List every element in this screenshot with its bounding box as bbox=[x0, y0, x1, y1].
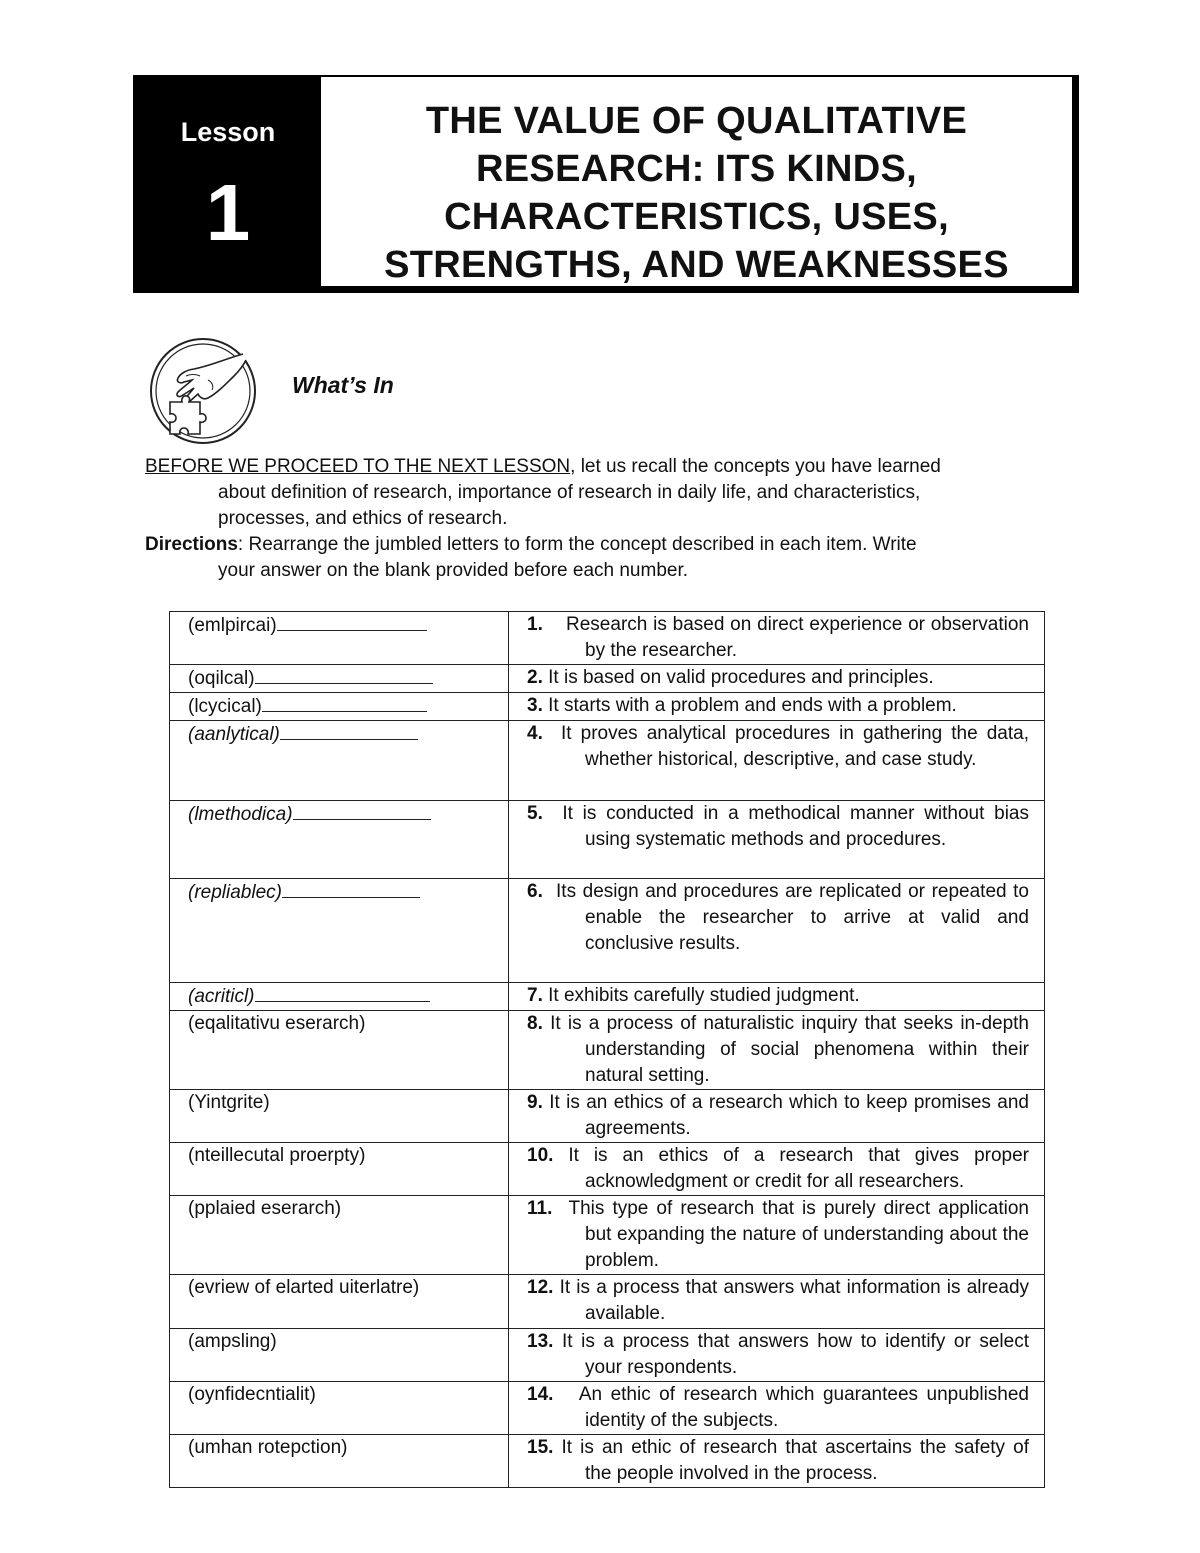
table-row bbox=[170, 721, 1045, 801]
intro-lead: BEFORE WE PROCEED TO THE NEXT LESSON bbox=[145, 456, 571, 477]
item-description: It proves analytical procedures in gathering the data, whether historical, descriptive, and case study. bbox=[561, 723, 1029, 770]
description-cell bbox=[509, 665, 1045, 693]
table-row bbox=[170, 801, 1045, 879]
description-cell bbox=[509, 1329, 1045, 1382]
table-row bbox=[170, 1382, 1045, 1435]
jumbled-clue: (aanlytical) bbox=[188, 724, 280, 745]
table-row bbox=[170, 1143, 1045, 1196]
description-cell bbox=[509, 1011, 1045, 1090]
item-description: It is an ethics of a research which to keep promises and agreements. bbox=[549, 1092, 1029, 1139]
title-line: CHARACTERISTICS, USES, bbox=[444, 196, 949, 238]
intro-line: about definition of research, importance of research in daily life, and characteristics, bbox=[218, 482, 921, 503]
jumbled-words-table bbox=[169, 611, 1045, 1488]
clue-cell bbox=[170, 1011, 509, 1090]
clue-cell bbox=[170, 1329, 509, 1382]
intro-paragraph bbox=[145, 454, 1075, 532]
jumbled-clue: (umhan rotepction) bbox=[188, 1437, 348, 1458]
item-description: Its design and procedures are replicated or repeated to enable the researcher to arrive at valid and conclusive results. bbox=[556, 881, 1030, 954]
clue-cell bbox=[170, 1090, 509, 1143]
item-description: An ethic of research which guarantees unpublished identity of the subjects. bbox=[578, 1384, 1029, 1431]
lesson-label: Lesson bbox=[180, 117, 276, 147]
directions-line: your answer on the blank provided before each number. bbox=[218, 560, 689, 581]
item-number: 7. bbox=[527, 985, 543, 1006]
description-cell bbox=[509, 1382, 1045, 1435]
answer-blank[interactable] bbox=[280, 721, 418, 740]
intro-line: processes, and ethics of research. bbox=[218, 508, 508, 529]
intro-text bbox=[145, 454, 1075, 584]
lesson-number: 1 bbox=[205, 168, 251, 257]
table-row bbox=[170, 612, 1045, 665]
directions-paragraph bbox=[145, 532, 1075, 584]
item-number: 6. bbox=[527, 881, 543, 902]
answer-blank[interactable] bbox=[262, 693, 427, 712]
item-number: 4. bbox=[527, 723, 543, 744]
clue-cell bbox=[170, 1275, 509, 1329]
item-description: It exhibits carefully studied judgment. bbox=[548, 985, 860, 1006]
clue-cell bbox=[170, 1382, 509, 1435]
answer-blank[interactable] bbox=[277, 612, 427, 631]
jumbled-clue: (acriticl) bbox=[188, 986, 255, 1007]
lesson-header bbox=[133, 75, 1079, 293]
item-description: This type of research that is purely direct application but expanding the nature of understanding about the problem. bbox=[568, 1198, 1029, 1271]
item-description: It is a process of naturalistic inquiry that seeks in-depth understanding of social phenomena within their natural setting. bbox=[550, 1013, 1029, 1086]
item-number: 10. bbox=[527, 1145, 554, 1166]
clue-cell bbox=[170, 1143, 509, 1196]
jumbled-clue: (lcycical) bbox=[188, 696, 262, 717]
lesson-title bbox=[321, 97, 1072, 289]
jumbled-clue: (Yintgrite) bbox=[188, 1092, 270, 1113]
jumbled-clue: (evriew of elarted uiterlatre) bbox=[188, 1277, 420, 1298]
description-cell bbox=[509, 1435, 1045, 1488]
title-line: THE VALUE OF QUALITATIVE bbox=[425, 100, 968, 142]
lesson-title-box bbox=[321, 77, 1077, 291]
item-number: 2. bbox=[527, 667, 543, 688]
clue-cell bbox=[170, 879, 509, 983]
description-cell bbox=[509, 693, 1045, 721]
item-description: It is a process that answers what information is already available. bbox=[559, 1277, 1030, 1324]
section-title: What’s In bbox=[292, 372, 394, 398]
lesson-badge bbox=[135, 77, 321, 291]
item-description: It is based on valid procedures and principles. bbox=[548, 667, 934, 688]
table-row bbox=[170, 1011, 1045, 1090]
clue-cell bbox=[170, 665, 509, 693]
clue-cell bbox=[170, 983, 509, 1011]
item-number: 9. bbox=[527, 1092, 543, 1113]
answer-blank[interactable] bbox=[255, 665, 433, 684]
answer-blank[interactable] bbox=[282, 879, 420, 898]
item-description: It is an ethic of research that ascertains the safety of the people involved in the process. bbox=[561, 1437, 1029, 1484]
description-cell bbox=[509, 1090, 1045, 1143]
description-cell bbox=[509, 801, 1045, 879]
clue-cell bbox=[170, 1196, 509, 1275]
description-cell bbox=[509, 1196, 1045, 1275]
jumbled-clue: (nteillecutal proerpty) bbox=[188, 1145, 366, 1166]
description-cell bbox=[509, 983, 1045, 1011]
table-row bbox=[170, 1090, 1045, 1143]
jumbled-clue: (ampsling) bbox=[188, 1331, 277, 1352]
item-number: 11. bbox=[527, 1198, 553, 1219]
item-description: Research is based on direct experience or observation by the researcher. bbox=[566, 614, 1029, 661]
item-number: 3. bbox=[527, 695, 543, 716]
directions-text: : Rearrange the jumbled letters to form the concept described in each item. Write bbox=[237, 534, 917, 555]
hand-puzzle-piece-icon bbox=[148, 336, 258, 446]
table-row bbox=[170, 693, 1045, 721]
table-row bbox=[170, 1329, 1045, 1382]
jumbled-clue: (pplaied eserarch) bbox=[188, 1198, 342, 1219]
directions-label: Directions bbox=[145, 534, 238, 555]
item-number: 14. bbox=[527, 1384, 554, 1405]
item-description: It starts with a problem and ends with a problem. bbox=[548, 695, 957, 716]
jumbled-clue: (lmethodica) bbox=[188, 804, 293, 825]
table-row bbox=[170, 665, 1045, 693]
item-description: It is a process that answers how to identify or select your respondents. bbox=[562, 1331, 1029, 1378]
item-number: 1. bbox=[527, 614, 543, 635]
table-row bbox=[170, 1196, 1045, 1275]
clue-cell bbox=[170, 612, 509, 665]
jumbled-clue: (oynfidecntialit) bbox=[188, 1384, 316, 1405]
clue-cell bbox=[170, 1435, 509, 1488]
table-row bbox=[170, 879, 1045, 983]
jumbled-clue: (emlpircai) bbox=[188, 615, 277, 636]
clue-cell bbox=[170, 721, 509, 801]
answer-blank[interactable] bbox=[255, 983, 430, 1002]
answer-blank[interactable] bbox=[293, 801, 431, 820]
jumbled-clue: (repliablec) bbox=[188, 882, 282, 903]
title-line: STRENGTHS, AND WEAKNESSES bbox=[384, 244, 1009, 286]
table-row bbox=[170, 1275, 1045, 1329]
description-cell bbox=[509, 1143, 1045, 1196]
description-cell bbox=[509, 1275, 1045, 1329]
intro-lead-rest: , let us recall the concepts you have learned bbox=[570, 456, 941, 477]
description-cell bbox=[509, 721, 1045, 801]
table-row bbox=[170, 983, 1045, 1011]
item-number: 12. bbox=[527, 1277, 554, 1298]
item-number: 5. bbox=[527, 803, 543, 824]
item-description: It is conducted in a methodical manner without bias using systematic methods and procedures. bbox=[562, 803, 1030, 850]
clue-cell bbox=[170, 693, 509, 721]
jumbled-clue: (eqalitativu eserarch) bbox=[188, 1013, 366, 1034]
jumbled-clue: (oqilcal) bbox=[188, 668, 255, 689]
table-row bbox=[170, 1435, 1045, 1488]
title-line: RESEARCH: ITS KINDS, bbox=[476, 148, 917, 190]
item-number: 8. bbox=[527, 1013, 543, 1034]
description-cell bbox=[509, 879, 1045, 983]
clue-cell bbox=[170, 801, 509, 879]
item-description: It is an ethics of a research that gives proper acknowledgment or credit for all researchers. bbox=[568, 1145, 1030, 1192]
description-cell bbox=[509, 612, 1045, 665]
item-number: 15. bbox=[527, 1437, 554, 1458]
item-number: 13. bbox=[527, 1331, 554, 1352]
